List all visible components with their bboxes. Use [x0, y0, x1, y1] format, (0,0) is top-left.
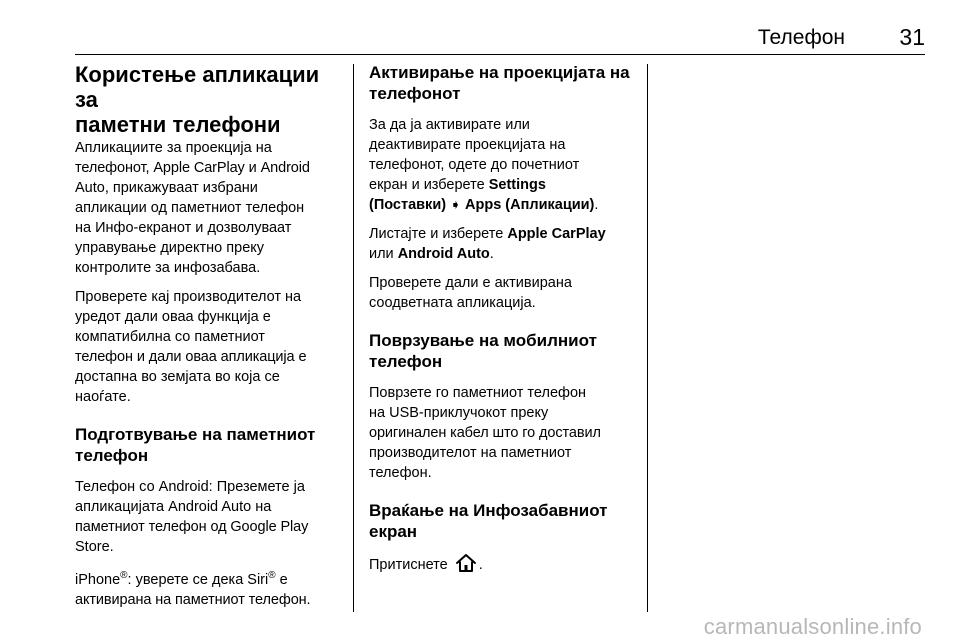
subheading-prepare-phone: Подготвување на паметниот телефон — [75, 425, 316, 465]
subheading-activate-projection: Активирање на проекцијата на телефонот — [369, 63, 630, 103]
paragraph-compatibility: Проверете кај производителот на уредот дали оваа функција е компатибилна со паметниот телефон и дали оваа апликација е достапна во земјата во која се наоѓате. — [75, 289, 307, 405]
registered-mark: ® — [120, 570, 128, 581]
middle-column — [369, 62, 637, 588]
column-divider — [353, 64, 354, 612]
menu-settings-translation: (Поставки) — [369, 197, 447, 213]
paragraph-activate-steps: За да ја активирате или деактивирате проекцијата на телефонот, одете до почетниот екран и изберете Settings (Поставки) ➧ Apps (Апликации). — [369, 117, 599, 213]
menu-settings: Settings — [488, 177, 546, 193]
paragraph-android: Телефон со Android: Преземете ја апликацијата Android Auto на паметниот телефон од Google Play Store. — [75, 479, 309, 555]
subheading-return-home: Враќање на Инфозабавниот екран — [369, 501, 608, 541]
running-title: Телефон — [757, 26, 845, 49]
registered-mark: ® — [268, 570, 276, 581]
home-icon — [455, 553, 477, 579]
subheading-connect-phone: Поврзување на мобилниот телефон — [369, 331, 597, 371]
page-number: 31 — [899, 24, 925, 50]
paragraph-check-app: Проверете дали е активирана соодветната апликација. — [369, 275, 572, 311]
arrow-icon: ➧ — [450, 197, 461, 212]
paragraph-connect-usb: Поврзете го паметниот телефон на USB-приклучокот преку оригинален кабел што го доставил производителот на паметниот телефон. — [369, 385, 601, 481]
section-heading-smartphone-apps: Користење апликации за паметни телефони — [75, 62, 320, 137]
left-column — [75, 62, 343, 619]
paragraph-press-home: Притиснете . — [369, 553, 637, 579]
menu-apps: Apps (Апликации) — [465, 197, 595, 213]
column-divider-right — [647, 64, 648, 612]
paragraph-select-app: Листајте и изберете Apple CarPlay или Android Auto. — [369, 226, 606, 262]
option-apple-carplay: Apple CarPlay — [507, 226, 606, 242]
paragraph-projection-intro: Апликациите за проекција на телефонот, Apple CarPlay и Android Auto, прикажуваат избрани апликации од паметниот телефон на Инфо-екранот и дозволуваат управување директно преку контролите за инфозабава. — [75, 140, 310, 276]
option-android-auto: Android Auto — [397, 246, 490, 262]
page-header — [75, 0, 925, 55]
paragraph-iphone: iPhone®: уверете се дека Siri® е активирана на паметниот телефон. — [75, 570, 311, 608]
watermark: carmanualsonline.info — [703, 614, 922, 639]
